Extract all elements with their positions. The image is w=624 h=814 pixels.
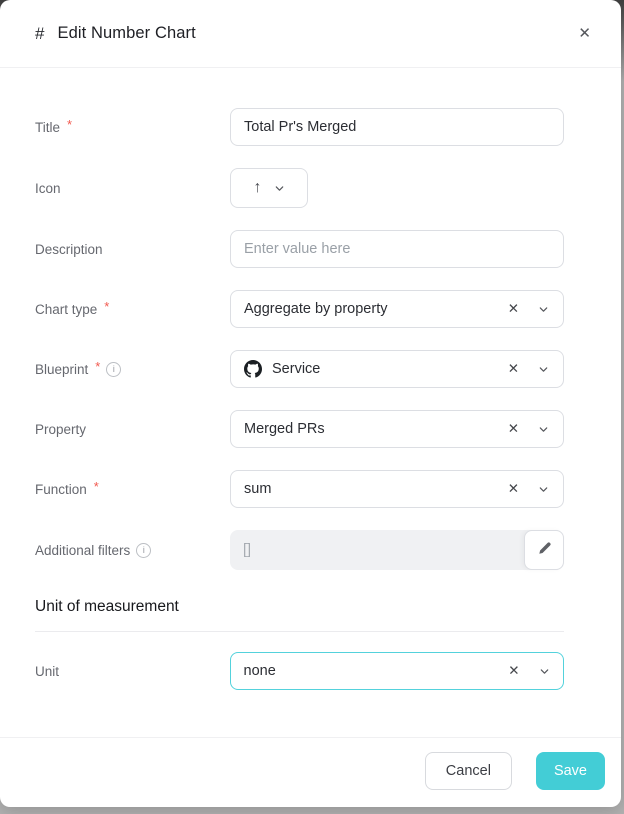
description-label-col [35, 242, 230, 257]
chart-type-row [35, 290, 564, 328]
icon-picker-dropdown[interactable] [230, 168, 308, 208]
title-label: Title [35, 119, 61, 135]
blueprint-label: Blueprint [35, 361, 89, 377]
function-select[interactable] [230, 470, 564, 508]
chevron-down-icon[interactable] [538, 424, 549, 435]
blueprint-value-text: Service [272, 361, 321, 377]
additional-filters-control [230, 530, 564, 570]
github-icon [244, 360, 262, 378]
modal-header [0, 0, 621, 68]
property-value: Merged PRs [244, 421, 325, 437]
icon-label: Icon [35, 180, 61, 196]
title-label-col [35, 116, 230, 135]
unit-control [230, 652, 564, 690]
modal-body [0, 68, 621, 737]
chart-type-label-col [35, 298, 230, 317]
unit-label-col [35, 664, 230, 679]
unit-label: Unit [35, 663, 60, 679]
chevron-down-icon [274, 183, 285, 194]
modal-title: Edit Number Chart [57, 24, 196, 42]
chevron-down-icon[interactable] [539, 666, 550, 677]
required-asterisk: * [104, 298, 110, 314]
additional-filters-field: [] [230, 530, 564, 570]
property-label-col [35, 422, 230, 437]
section-divider [35, 631, 564, 632]
clear-icon[interactable]: ✕ [507, 301, 519, 317]
chart-type-label: Chart type [35, 301, 98, 317]
clear-icon[interactable]: ✕ [507, 361, 519, 377]
close-icon[interactable]: ✕ [572, 20, 597, 47]
chart-type-value: Aggregate by property [244, 301, 388, 317]
chevron-down-icon[interactable] [538, 304, 549, 315]
unit-row [35, 652, 564, 690]
additional-filters-row [35, 530, 564, 570]
edit-filters-button[interactable] [524, 530, 564, 570]
cancel-button[interactable]: Cancel [425, 752, 512, 790]
property-select[interactable] [230, 410, 564, 448]
blueprint-row [35, 350, 564, 388]
info-icon[interactable]: i [136, 543, 151, 558]
additional-filters-label: Additional filters [35, 542, 131, 558]
description-row [35, 230, 564, 268]
blueprint-control [230, 350, 564, 388]
required-asterisk: * [67, 116, 73, 132]
blueprint-label-col [35, 358, 230, 377]
function-label: Function [35, 481, 87, 497]
property-label: Property [35, 421, 87, 437]
function-row [35, 470, 564, 508]
description-label: Description [35, 241, 103, 257]
function-value: sum [244, 481, 272, 497]
chart-type-control [230, 290, 564, 328]
required-asterisk: * [93, 478, 99, 494]
hash-icon: # [35, 23, 45, 43]
info-icon[interactable]: i [106, 362, 121, 377]
icon-control [230, 168, 564, 208]
chart-type-select[interactable] [230, 290, 564, 328]
unit-select[interactable] [230, 652, 564, 690]
clear-icon[interactable]: ✕ [507, 481, 519, 497]
modal-footer [0, 737, 621, 807]
title-input[interactable] [230, 108, 564, 146]
description-input[interactable] [230, 230, 564, 268]
function-label-col [35, 478, 230, 497]
blueprint-select[interactable] [230, 350, 564, 388]
title-row [35, 108, 564, 146]
icon-row [35, 168, 564, 208]
pencil-icon [537, 541, 552, 559]
blueprint-value [244, 360, 508, 378]
unit-section-heading: Unit of measurement [35, 598, 179, 615]
additional-filters-label-col [35, 543, 230, 558]
clear-icon[interactable]: ✕ [507, 421, 519, 437]
unit-value: none [243, 663, 276, 679]
title-control [230, 108, 564, 146]
save-button[interactable]: Save [536, 752, 605, 790]
icon-label-col [35, 181, 230, 196]
clear-icon[interactable]: ✕ [508, 663, 520, 679]
arrow-up-icon: ↑ [253, 179, 262, 196]
property-row [35, 410, 564, 448]
function-control [230, 470, 564, 508]
chevron-down-icon[interactable] [538, 364, 549, 375]
required-asterisk: * [95, 358, 101, 374]
description-control [230, 230, 564, 268]
chevron-down-icon[interactable] [538, 484, 549, 495]
property-control [230, 410, 564, 448]
